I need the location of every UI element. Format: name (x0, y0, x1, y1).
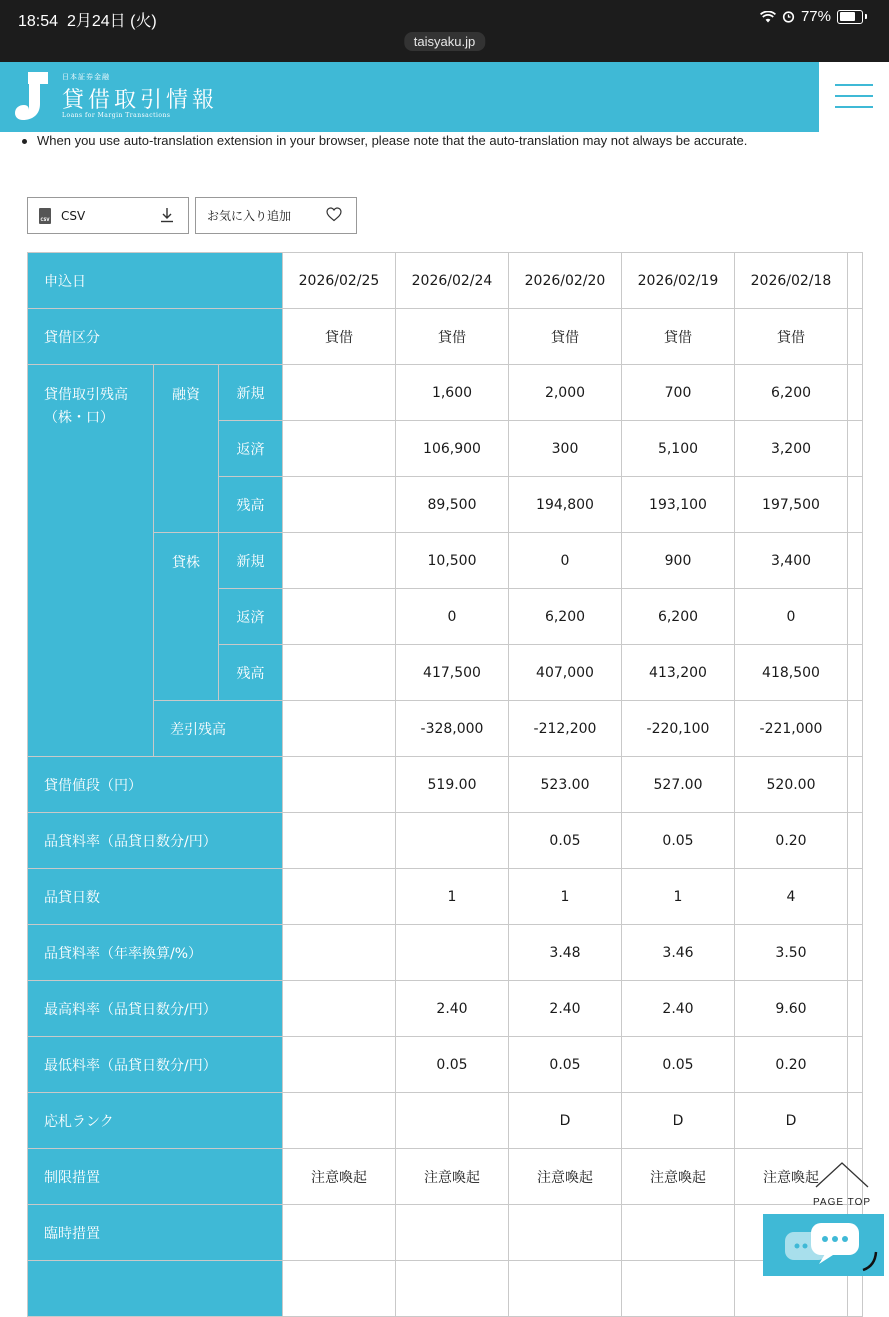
value-cell: 6,200 (735, 365, 848, 421)
value-cell: 1 (396, 869, 509, 925)
value-cell: 2,000 (509, 365, 622, 421)
overflow-cell (848, 1037, 863, 1093)
value-cell: 0.05 (509, 1037, 622, 1093)
value-cell (283, 1037, 396, 1093)
value-cell (396, 925, 509, 981)
label-apply-date: 申込日 (28, 253, 283, 309)
value-cell: -221,000 (735, 701, 848, 757)
label-balance-sub: 残高 (219, 477, 283, 533)
date-cell: 2026/02/20 (509, 253, 622, 309)
row-bid-rank (28, 1093, 863, 1149)
date-cell: 2026/02/24 (396, 253, 509, 309)
value-cell: 0 (509, 533, 622, 589)
label-repay: 返済 (219, 421, 283, 477)
row-restriction (28, 1149, 863, 1205)
label-fee-rate-day: 品貸料率（品貸日数分/円） (28, 813, 283, 869)
value-cell: 89,500 (396, 477, 509, 533)
value-cell: 520.00 (735, 757, 848, 813)
value-cell (283, 421, 396, 477)
value-cell: 1 (622, 869, 735, 925)
value-cell: D (509, 1093, 622, 1149)
value-cell (283, 477, 396, 533)
logo-title: 貸借取引情報 (62, 88, 219, 113)
value-cell: 注意喚起 (396, 1149, 509, 1205)
status-bar (0, 0, 889, 62)
logo-subtitle: Loans for Margin Transactions (62, 112, 171, 119)
label-temporary: 臨時措置 (28, 1205, 283, 1261)
value-cell: 5,100 (622, 421, 735, 477)
value-cell: 417,500 (396, 645, 509, 701)
value-cell: 貸借 (283, 309, 396, 365)
label-new: 新規 (219, 365, 283, 421)
row-fee-days (28, 869, 863, 925)
value-cell (396, 813, 509, 869)
row-temporary (28, 1205, 863, 1261)
overflow-cell (848, 365, 863, 421)
favorite-add-button[interactable] (195, 197, 357, 234)
value-cell: 0.05 (622, 1037, 735, 1093)
overflow-cell (848, 421, 863, 477)
label-max-rate: 最高料率（品貸日数分/円） (28, 981, 283, 1037)
value-cell: 3,200 (735, 421, 848, 477)
value-cell: 9.60 (735, 981, 848, 1037)
value-cell (396, 1205, 509, 1261)
row-fee-rate-annual (28, 925, 863, 981)
logo-company: 日本証券金融 (62, 73, 110, 81)
overflow-cell (848, 925, 863, 981)
overflow-cell (848, 589, 863, 645)
site-header (0, 62, 889, 132)
row-net-balance (28, 701, 863, 757)
value-cell: 1,600 (396, 365, 509, 421)
label-price: 貸借値段（円） (28, 757, 283, 813)
value-cell: 3.48 (509, 925, 622, 981)
row-price (28, 757, 863, 813)
value-cell: 10,500 (396, 533, 509, 589)
csv-file-icon: CSV (39, 208, 51, 224)
value-cell: 407,000 (509, 645, 622, 701)
value-cell: 注意喚起 (509, 1149, 622, 1205)
value-cell: 注意喚起 (622, 1149, 735, 1205)
value-cell: 貸借 (396, 309, 509, 365)
chat-widget-button[interactable] (763, 1214, 884, 1276)
label-financing: 融資 (154, 365, 219, 533)
alarm-icon (782, 10, 795, 23)
value-cell (283, 869, 396, 925)
label-restriction: 制限措置 (28, 1149, 283, 1205)
value-cell (396, 1093, 509, 1149)
value-cell (283, 1093, 396, 1149)
value-cell: 2.40 (509, 981, 622, 1037)
value-cell: 527.00 (622, 757, 735, 813)
overflow-cell (848, 477, 863, 533)
value-cell: 6,200 (622, 589, 735, 645)
value-cell: 106,900 (396, 421, 509, 477)
label-fee-rate-annual: 品貸料率（年率換算/%） (28, 925, 283, 981)
page-top-button[interactable]: PAGE TOP (813, 1197, 872, 1208)
value-cell: 900 (622, 533, 735, 589)
value-cell: 0.20 (735, 1037, 848, 1093)
date-cell: 2026/02/25 (283, 253, 396, 309)
value-cell (283, 981, 396, 1037)
download-icon (160, 207, 174, 223)
csv-download-button[interactable] (27, 197, 189, 234)
value-cell: 2.40 (396, 981, 509, 1037)
value-cell: 6,200 (509, 589, 622, 645)
site-logo[interactable] (0, 62, 819, 132)
value-cell: 貸借 (509, 309, 622, 365)
chat-bubble-icon (763, 1214, 884, 1276)
value-cell: -220,100 (622, 701, 735, 757)
value-cell (622, 1205, 735, 1261)
value-cell: 700 (622, 365, 735, 421)
margin-loan-table (27, 252, 863, 1317)
value-cell: 注意喚起 (735, 1149, 848, 1205)
row-min-rate (28, 1037, 863, 1093)
value-cell: 3,400 (735, 533, 848, 589)
overflow-cell (848, 309, 863, 365)
value-cell: 1 (509, 869, 622, 925)
value-cell: 貸借 (622, 309, 735, 365)
label-bid-rank: 応札ランク (28, 1093, 283, 1149)
battery-percent: 77% (800, 8, 831, 25)
overflow-cell (848, 253, 863, 309)
value-cell: 0.05 (509, 813, 622, 869)
value-cell: 0.05 (622, 813, 735, 869)
status-indicators (760, 8, 867, 25)
overflow-cell (848, 981, 863, 1037)
date-cell: 2026/02/19 (622, 253, 735, 309)
address-bar[interactable]: taisyaku.jp (404, 32, 485, 51)
value-cell: 3.50 (735, 925, 848, 981)
value-cell (283, 533, 396, 589)
value-cell: 523.00 (509, 757, 622, 813)
row-apply-date (28, 253, 863, 309)
value-cell: 194,800 (509, 477, 622, 533)
value-cell: 貸借 (735, 309, 848, 365)
value-cell: 0.20 (735, 813, 848, 869)
row-financing-new (28, 365, 863, 421)
overflow-cell (848, 533, 863, 589)
overflow-cell (848, 813, 863, 869)
label-next-partial (28, 1261, 283, 1317)
wifi-icon (760, 11, 776, 23)
value-cell: 413,200 (622, 645, 735, 701)
value-cell (283, 757, 396, 813)
bullet-icon (22, 139, 27, 144)
translation-notice: When you use auto-translation extension in your browser, please note that the auto-translation may not always be accurate. (22, 133, 747, 148)
label-repay: 返済 (219, 589, 283, 645)
value-cell (283, 1205, 396, 1261)
value-cell: 300 (509, 421, 622, 477)
battery-icon (837, 10, 863, 24)
label-net-balance: 差引残高 (154, 701, 283, 757)
value-cell: 2.40 (622, 981, 735, 1037)
value-cell: D (735, 1093, 848, 1149)
value-cell (283, 925, 396, 981)
value-cell (509, 1205, 622, 1261)
favorite-label: お気に入り追加 (207, 209, 292, 223)
csv-label: CSV (61, 208, 86, 223)
value-cell: 0.05 (396, 1037, 509, 1093)
status-time: 18:54 2月24日 (火) (18, 13, 157, 30)
value-cell: 注意喚起 (283, 1149, 396, 1205)
value-cell: 418,500 (735, 645, 848, 701)
hamburger-menu-button[interactable] (819, 62, 889, 132)
label-min-rate: 最低料率（品貸日数分/円） (28, 1037, 283, 1093)
value-cell: D (622, 1093, 735, 1149)
value-cell: 519.00 (396, 757, 509, 813)
overflow-cell (848, 701, 863, 757)
heart-icon (326, 207, 342, 222)
logo-j-icon (14, 72, 54, 122)
row-next-partial (28, 1261, 863, 1317)
row-fee-rate-day (28, 813, 863, 869)
row-max-rate (28, 981, 863, 1037)
value-cell: 193,100 (622, 477, 735, 533)
value-cell (283, 365, 396, 421)
overflow-cell (848, 1093, 863, 1149)
row-stockloan-new (28, 533, 863, 589)
value-cell: 0 (396, 589, 509, 645)
overflow-cell (848, 869, 863, 925)
value-cell: 3.46 (622, 925, 735, 981)
label-new: 新規 (219, 533, 283, 589)
overflow-cell (848, 645, 863, 701)
value-cell (283, 645, 396, 701)
value-cell (283, 813, 396, 869)
label-balance: 貸借取引残高 （株・口） (28, 365, 154, 757)
overflow-cell (848, 757, 863, 813)
label-loan-type: 貸借区分 (28, 309, 283, 365)
label-fee-days: 品貸日数 (28, 869, 283, 925)
value-cell: 197,500 (735, 477, 848, 533)
value-cell: -212,200 (509, 701, 622, 757)
date-cell: 2026/02/18 (735, 253, 848, 309)
label-balance-sub: 残高 (219, 645, 283, 701)
value-cell (283, 589, 396, 645)
value-cell (283, 701, 396, 757)
value-cell: 0 (735, 589, 848, 645)
value-cell: -328,000 (396, 701, 509, 757)
value-cell: 4 (735, 869, 848, 925)
row-loan-type (28, 309, 863, 365)
label-stock-loan: 貸株 (154, 533, 219, 701)
